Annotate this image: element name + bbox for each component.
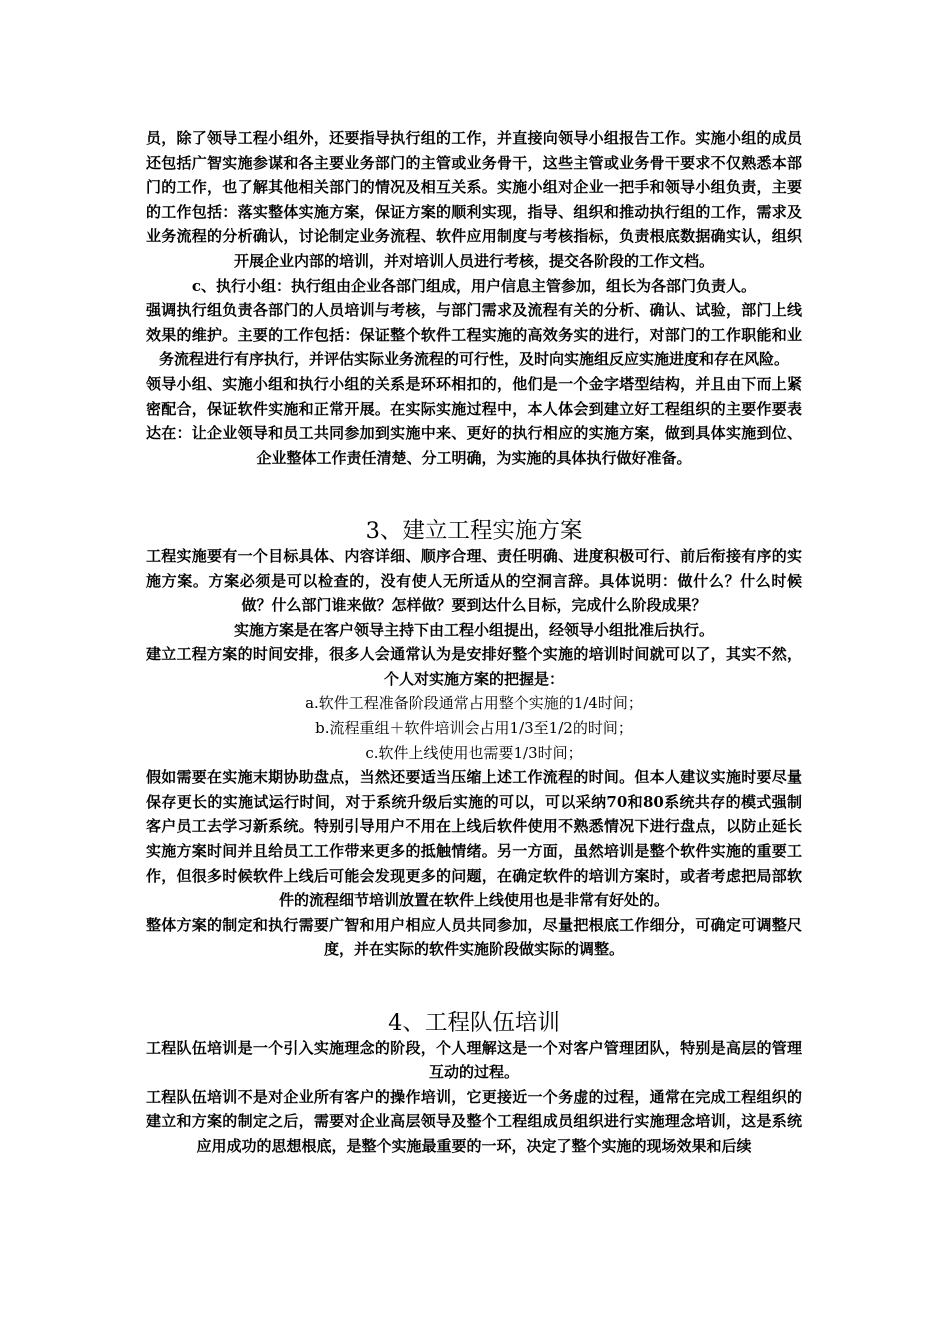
section-gap — [146, 962, 802, 1011]
section-3-list-item: c.软件上线使用也需要1/3时间； — [365, 743, 583, 762]
section-4-paragraph: 工程队伍培训不是对企业所有客户的操作培训，它更接近一个务虚的过程，通常在完成工程组织的建立和方案的制定之后，需要对企业高层领导及整个工程组成员组织进行实施理念培训，这是系统应用成功的思想根底，是整个实施最重要的一环，决定了整个实施的现场效果和后续 — [146, 1087, 802, 1155]
section-3-list-item: b.流程重组＋软件培训会占用1/3至1/2的时间； — [315, 719, 633, 738]
section-3-paragraph: 实施方案是在客户领导主持下由工程小组提出，经领导小组批准后执行。 — [233, 620, 714, 639]
section-3-paragraph: 假如需要在实施末期协助盘点，当然还要适当压缩上述工作流程的时间。但本人建议实施时要尽量保存更长的实施试运行时间，对于系统升级后实施的可以，可以采纳70和80系统共存的模式强制客户员工去学习新系统。特别引导用户不用在上线后软件使用不熟悉情况下进行盘点，以防止延长实施方案时间并且给员工工作带来更多的抵触情绪。另一方面，虽然培训是整个软件实施的重要工作，但很多时候软件上线后可能会发现更多的问题，在确定软件的培训方案时，或者考虑把局部软件的流程细节培训放置在软件上线使用也是非常有好处的。 — [146, 768, 802, 910]
section-4-paragraph: 工程队伍培训是一个引入实施理念的阶段，个人理解这是一个对客户管理团队，特别是高层的管理互动的过程。 — [146, 1038, 802, 1082]
paragraph-group-relationship: 领导小组、实施小组和执行小组的关系是环环相扣的，他们是一个金字塔型结构，并且由下而上紧密配合，保证软件实施和正常开展。在实际实施过程中，本人体会到建立好工程组织的主要作要表达在：让企业领导和员工共同参加到实施中来、更好的执行相应的实施方案，做到具体实施到位、企业整体工作责任清楚、分工明确，为实施的具体执行做好准备。 — [146, 374, 802, 467]
section-3-paragraph: 工程实施要有一个目标具体、内容详细、顺序合理、责任明确、进度积极可行、前后衔接有序的实施方案。方案必须是可以检查的，没有使人无所适从的空洞言辞。具体说明：做什么？什么时候做？什么部门谁来做？怎样做？要到达什么目标，完成什么阶段成果？ — [146, 546, 802, 615]
paragraph-implementation-group: 员，除了领导工程小组外，还要指导执行组的工作，并直接向领导小组报告工作。实施小组的成员还包括广智实施参谋和各主要业务部门的主管或业务骨干，这些主管或业务骨干要求不仅熟悉本部门的工作，也了解其他相关部门的情况及相互关系。实施小组对企业一把手和领导小组负责，主要的工作包括：落实整体实施方案，保证方案的顺利实现，指导、组织和推动执行组的工作，需求及业务流程的分析确认，讨论制定业务流程、软件应用制度与考核指标，负责根底数据确实认，组织开展企业内部的培训，并对培训人员进行考核，提交各阶段的工作文档。 — [146, 129, 802, 270]
document-page — [146, 126, 802, 1159]
paragraph-execution-group-intro: c、执行小组：执行组由企业各部门组成，用户信息主管参加，组长为各部门负责人。 — [191, 276, 757, 295]
section-3-paragraph: 建立工程方案的时间安排，很多人会通常认为是安排好整个实施的培训时间就可以了，其实不然，个人对实施方案的把握是： — [146, 645, 802, 688]
section-gap — [146, 470, 802, 519]
section-3-heading: 3、建立工程实施方案 — [365, 518, 583, 545]
section-3-paragraph: 整体方案的制定和执行需要广智和用户相应人员共同参加，尽量把根底工作细分，可确定可调整尺度，并在实际的软件实施阶段做实际的调整。 — [146, 915, 802, 959]
section-4-heading: 4、工程队伍培训 — [388, 1010, 560, 1036]
section-3-list-item: a.软件工程准备阶段通常占用整个实施的1/4时间； — [305, 694, 643, 713]
paragraph-execution-group-duties: 强调执行组负责各部门的人员培训与考核，与部门需求及流程有关的分析、确认、试验，部门上线效果的维护。主要的工作包括：保证整个软件工程实施的高效务实的进行，对部门的工作职能和业务流程进行有序执行，并评估实际业务流程的可行性，及时向实施组反应实施进度和存在风险。 — [146, 301, 802, 369]
